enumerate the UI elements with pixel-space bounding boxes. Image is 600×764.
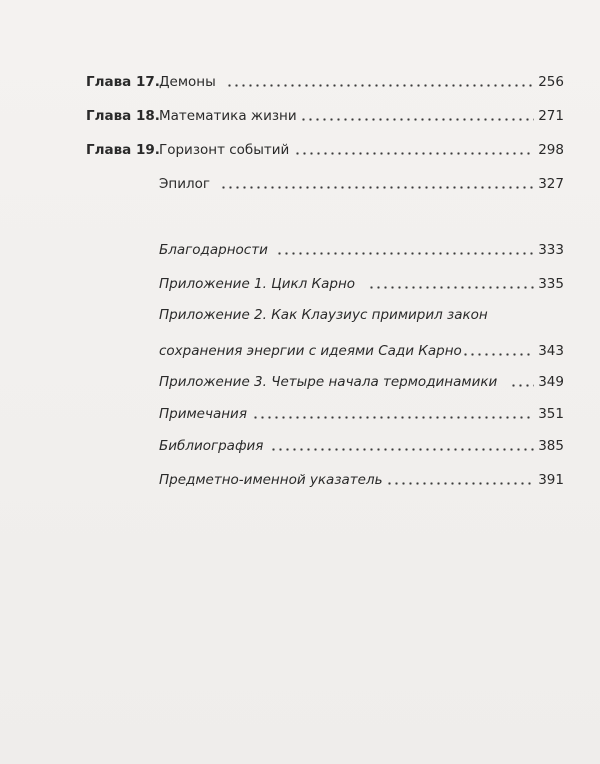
chapter-title: Демоны [159, 74, 216, 90]
chapter-label: Глава 19. [86, 142, 160, 158]
toc-entry-chapter-17 [0, 70, 600, 94]
toc-entry-chapter-19 [0, 138, 600, 162]
chapter-title: Математика жизни [159, 108, 297, 124]
dot-leader [300, 118, 534, 121]
chapter-label: Глава 17. [86, 74, 160, 90]
page-number: 385 [538, 438, 564, 454]
dot-leader [386, 482, 534, 485]
page-number: 298 [538, 142, 564, 158]
toc-entry-appendix-3 [0, 370, 600, 394]
page-number: 256 [538, 74, 564, 90]
entry-title-line-2: сохранения энергии с идеями Сади Карно [159, 343, 462, 359]
toc-entry-chapter-18 [0, 104, 600, 128]
dot-leader [276, 252, 534, 255]
page-number: 343 [538, 343, 564, 359]
entry-title: Приложение 3. Четыре начала термодинамики [159, 374, 498, 390]
entry-title-line-1: Приложение 2. Как Клаузиус примирил закон [159, 307, 488, 323]
chapter-label: Глава 18. [86, 108, 160, 124]
page-number: 333 [538, 242, 564, 258]
entry-title: Благодарности [159, 242, 268, 258]
dot-leader [510, 384, 534, 387]
entry-title: Предметно-именной указатель [159, 472, 383, 488]
toc-entry-bibliography [0, 434, 600, 458]
toc-entry-acknowledgements [0, 238, 600, 262]
toc-entry-epilogue [0, 172, 600, 196]
entry-title: Библиография [159, 438, 264, 454]
chapter-title: Горизонт событий [159, 142, 290, 158]
toc-entry-appendix-2-line-1 [0, 303, 600, 327]
page-number: 349 [538, 374, 564, 390]
toc-entry-notes [0, 402, 600, 426]
dot-leader [270, 448, 534, 451]
page-number: 391 [538, 472, 564, 488]
page-number: 335 [538, 276, 564, 292]
entry-title: Приложение 1. Цикл Карно [159, 276, 356, 292]
page-number: 271 [538, 108, 564, 124]
dot-leader [462, 353, 534, 356]
page-number: 351 [538, 406, 564, 422]
toc-entry-appendix-2-line-2 [0, 339, 600, 363]
entry-title: Примечания [159, 406, 247, 422]
dot-leader [368, 286, 534, 289]
page-number: 327 [538, 176, 564, 192]
toc-entry-appendix-1 [0, 272, 600, 296]
dot-leader [252, 416, 534, 419]
dot-leader [226, 84, 534, 87]
epilogue-title: Эпилог [159, 176, 211, 192]
dot-leader [294, 152, 534, 155]
toc-entry-index [0, 468, 600, 492]
dot-leader [220, 186, 534, 189]
